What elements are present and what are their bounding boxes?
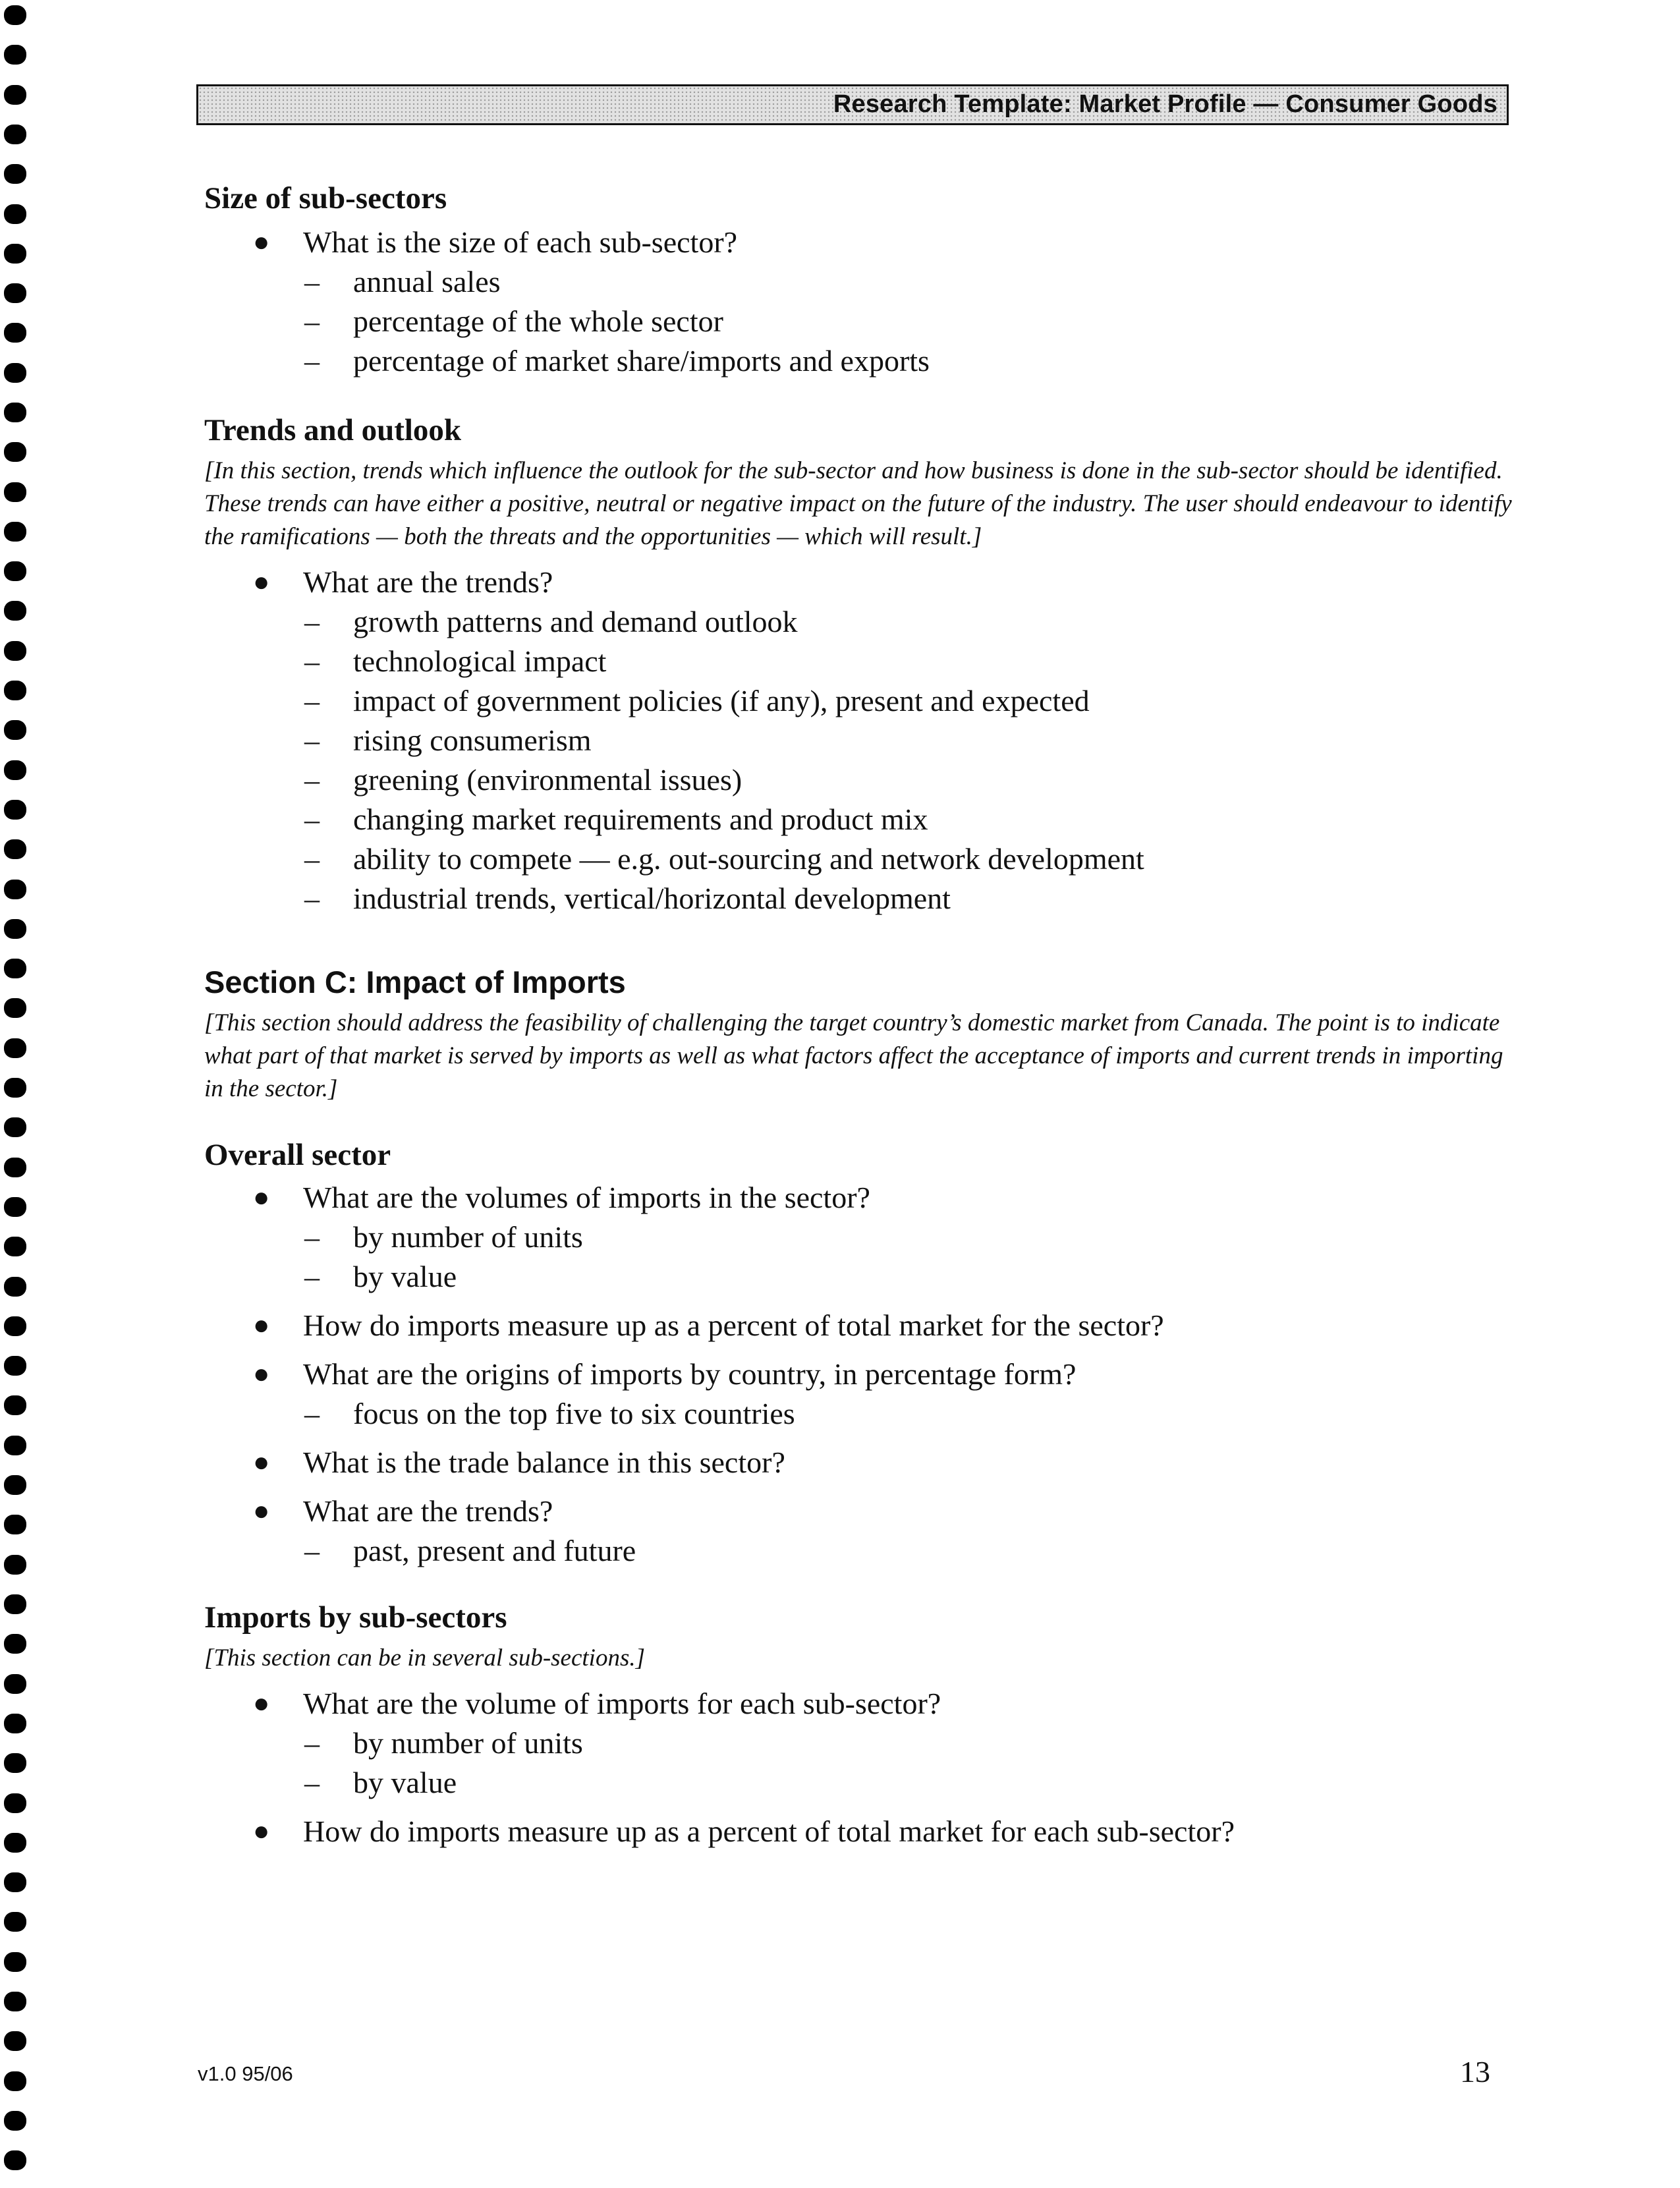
binding-hole [4,323,26,343]
binding-hole [4,880,26,899]
bullet-icon: ● [253,1310,270,1341]
question-text: What are the trends? [303,565,553,599]
dash-icon: – [304,882,320,915]
detail-text: by number of units [353,1726,583,1760]
detail-text: focus on the top five to six countries [353,1397,795,1430]
dash-icon: – [304,344,320,378]
question-item [204,1812,1515,1851]
dash-icon: – [304,842,320,876]
detail-item [303,1257,1515,1297]
detail-text: impact of government policies (if any), present and expected [353,684,1090,717]
question-text: How do imports measure up as a percent of total market for each sub-sector? [303,1814,1235,1848]
binding-hole [4,1555,26,1575]
question-item [204,1684,1515,1803]
question-list [204,223,1515,381]
binding-hole [4,839,26,859]
detail-list [303,1218,1515,1297]
detail-item [303,1531,1515,1571]
detail-item [303,302,1515,341]
binding-hole [4,1356,26,1376]
overall-sector-section [204,1135,1515,1571]
binding-hole [4,760,26,780]
question-item [204,1306,1515,1345]
binding-hole [4,1038,26,1058]
detail-text: past, present and future [353,1534,636,1567]
imports-by-sub-sectors-section [204,1597,1515,1851]
question-text: What are the volume of imports for each sub-sector? [303,1687,941,1720]
question-item [204,1355,1515,1434]
binding-hole [4,800,26,820]
binding-hole [4,204,26,224]
section-note: [This section should address the feasibility of challenging the target country’s domestic market from Canada. The point is to indicate what part of that market is served by imports as well as what factors affect the acceptance of imports and current trends in importing in the sector.] [204,1009,1503,1102]
detail-text: ability to compete — e.g. out-sourcing and network development [353,842,1144,876]
binding-hole [4,1395,26,1415]
binding-hole [4,1436,26,1455]
detail-text: by value [353,1260,457,1293]
detail-text: percentage of the whole sector [353,304,723,338]
page-number: 13 [1460,2055,1490,2089]
binding-hole [4,959,26,978]
binding-hole [4,1158,26,1177]
dash-icon: – [304,1260,320,1293]
binding-holes [0,0,40,2188]
detail-list [303,602,1515,918]
binding-hole [4,442,26,462]
detail-text: by value [353,1766,457,1799]
binding-hole [4,720,26,740]
detail-text: by number of units [353,1220,583,1254]
bullet-icon: ● [253,1447,270,1478]
detail-item [303,721,1515,760]
section-heading: Overall sector [204,1138,391,1172]
binding-hole [4,1992,26,2011]
binding-hole [4,2071,26,2091]
binding-hole [4,5,26,25]
binding-hole [4,1594,26,1614]
detail-item [303,681,1515,721]
dash-icon: – [304,802,320,836]
question-text: What is the size of each sub-sector? [303,225,738,259]
version-label: v1.0 95/06 [198,2062,293,2085]
detail-item [303,602,1515,642]
dash-icon: – [304,265,320,298]
bullet-icon: ● [253,227,270,258]
detail-item [303,800,1515,839]
question-item [204,563,1515,918]
dash-icon: – [304,1534,320,1567]
binding-hole [4,1117,26,1137]
bullet-icon: ● [253,1816,270,1847]
detail-item [303,1724,1515,1763]
binding-hole [4,1316,26,1336]
question-text: What are the volumes of imports in the sector? [303,1181,870,1214]
detail-text: rising consumerism [353,723,592,757]
detail-text: technological impact [353,644,607,678]
detail-item [303,642,1515,681]
detail-item [303,879,1515,918]
binding-hole [4,1753,26,1773]
bullet-icon: ● [253,1359,270,1389]
detail-item [303,760,1515,800]
question-text: What are the origins of imports by country, in percentage form? [303,1357,1077,1391]
question-list [204,1178,1515,1571]
detail-text: industrial trends, vertical/horizontal development [353,882,951,915]
dash-icon: – [304,644,320,678]
binding-hole [4,1674,26,1694]
detail-list [303,262,1515,381]
question-text: What is the trade balance in this sector? [303,1445,785,1479]
binding-hole [4,1833,26,1853]
detail-text: changing market requirements and product mix [353,802,928,836]
question-list [204,563,1515,918]
section-note: [In this section, trends which influence the outlook for the sub-sector and how business is done in the sub-sector should be identified. These trends can have either a positive, neutral or negative impact on the future of the industry. The user should endeavour to identify the ramifications — both the threats and the opportunities — which will result.] [204,457,1512,550]
binding-hole [4,561,26,581]
detail-text: growth patterns and demand outlook [353,605,798,638]
question-item [204,223,1515,381]
binding-hole [4,641,26,661]
binding-hole [4,1634,26,1654]
dash-icon: – [304,684,320,717]
dash-icon: – [304,1397,320,1430]
question-text: How do imports measure up as a percent of total market for the sector? [303,1308,1164,1342]
question-item [204,1492,1515,1571]
section-heading: Size of sub-sectors [204,181,447,215]
binding-hole [4,2031,26,2051]
binding-hole [4,85,26,105]
detail-text: greening (environmental issues) [353,763,742,797]
section-heading: Trends and outlook [204,413,462,447]
binding-hole [4,1277,26,1297]
binding-hole [4,164,26,184]
binding-hole [4,1714,26,1733]
binding-hole [4,403,26,422]
bullet-icon: ● [253,1689,270,1719]
question-text: What are the trends? [303,1494,553,1528]
detail-item [303,1218,1515,1257]
detail-list [303,1394,1515,1434]
page-content [204,178,1515,1851]
section-heading: Imports by sub-sectors [204,1600,507,1635]
binding-hole [4,283,26,303]
binding-hole [4,2111,26,2131]
detail-item [303,839,1515,879]
detail-text: annual sales [353,265,501,298]
dash-icon: – [304,1766,320,1799]
section-c-impact-of-imports [204,962,1515,1106]
binding-hole [4,522,26,542]
section-note: [This section can be in several sub-sections.] [204,1644,645,1671]
binding-hole [4,1912,26,1932]
detail-list [303,1531,1515,1571]
binding-hole [4,601,26,621]
binding-hole [4,2150,26,2170]
binding-hole [4,1872,26,1892]
question-item [204,1178,1515,1297]
binding-hole [4,919,26,939]
dash-icon: – [304,763,320,797]
detail-text: percentage of market share/imports and exports [353,344,930,378]
detail-item [303,341,1515,381]
dash-icon: – [304,605,320,638]
size-of-sub-sectors-section [204,178,1515,381]
bullet-icon: ● [253,567,270,598]
binding-hole [4,1515,26,1534]
dash-icon: – [304,1726,320,1760]
question-item [204,1443,1515,1482]
binding-hole [4,363,26,383]
detail-item [303,1763,1515,1803]
dash-icon: – [304,304,320,338]
dash-icon: – [304,1220,320,1254]
binding-hole [4,45,26,65]
binding-hole [4,1952,26,1972]
binding-hole [4,1475,26,1495]
bullet-icon: ● [253,1183,270,1213]
binding-hole [4,244,26,264]
header-title: Research Template: Market Profile — Consumer Goods [833,90,1498,118]
binding-hole [4,125,26,144]
binding-hole [4,1793,26,1813]
bullet-icon: ● [253,1496,270,1527]
trends-and-outlook-section [204,410,1515,918]
section-heading: Section C: Impact of Imports [204,965,626,999]
detail-item [303,262,1515,302]
binding-hole [4,1197,26,1217]
binding-hole [4,1078,26,1098]
header-banner [196,84,1509,125]
question-list [204,1684,1515,1851]
detail-list [303,1724,1515,1803]
detail-item [303,1394,1515,1434]
binding-hole [4,681,26,700]
binding-hole [4,1237,26,1256]
dash-icon: – [304,723,320,757]
binding-hole [4,482,26,502]
binding-hole [4,998,26,1018]
